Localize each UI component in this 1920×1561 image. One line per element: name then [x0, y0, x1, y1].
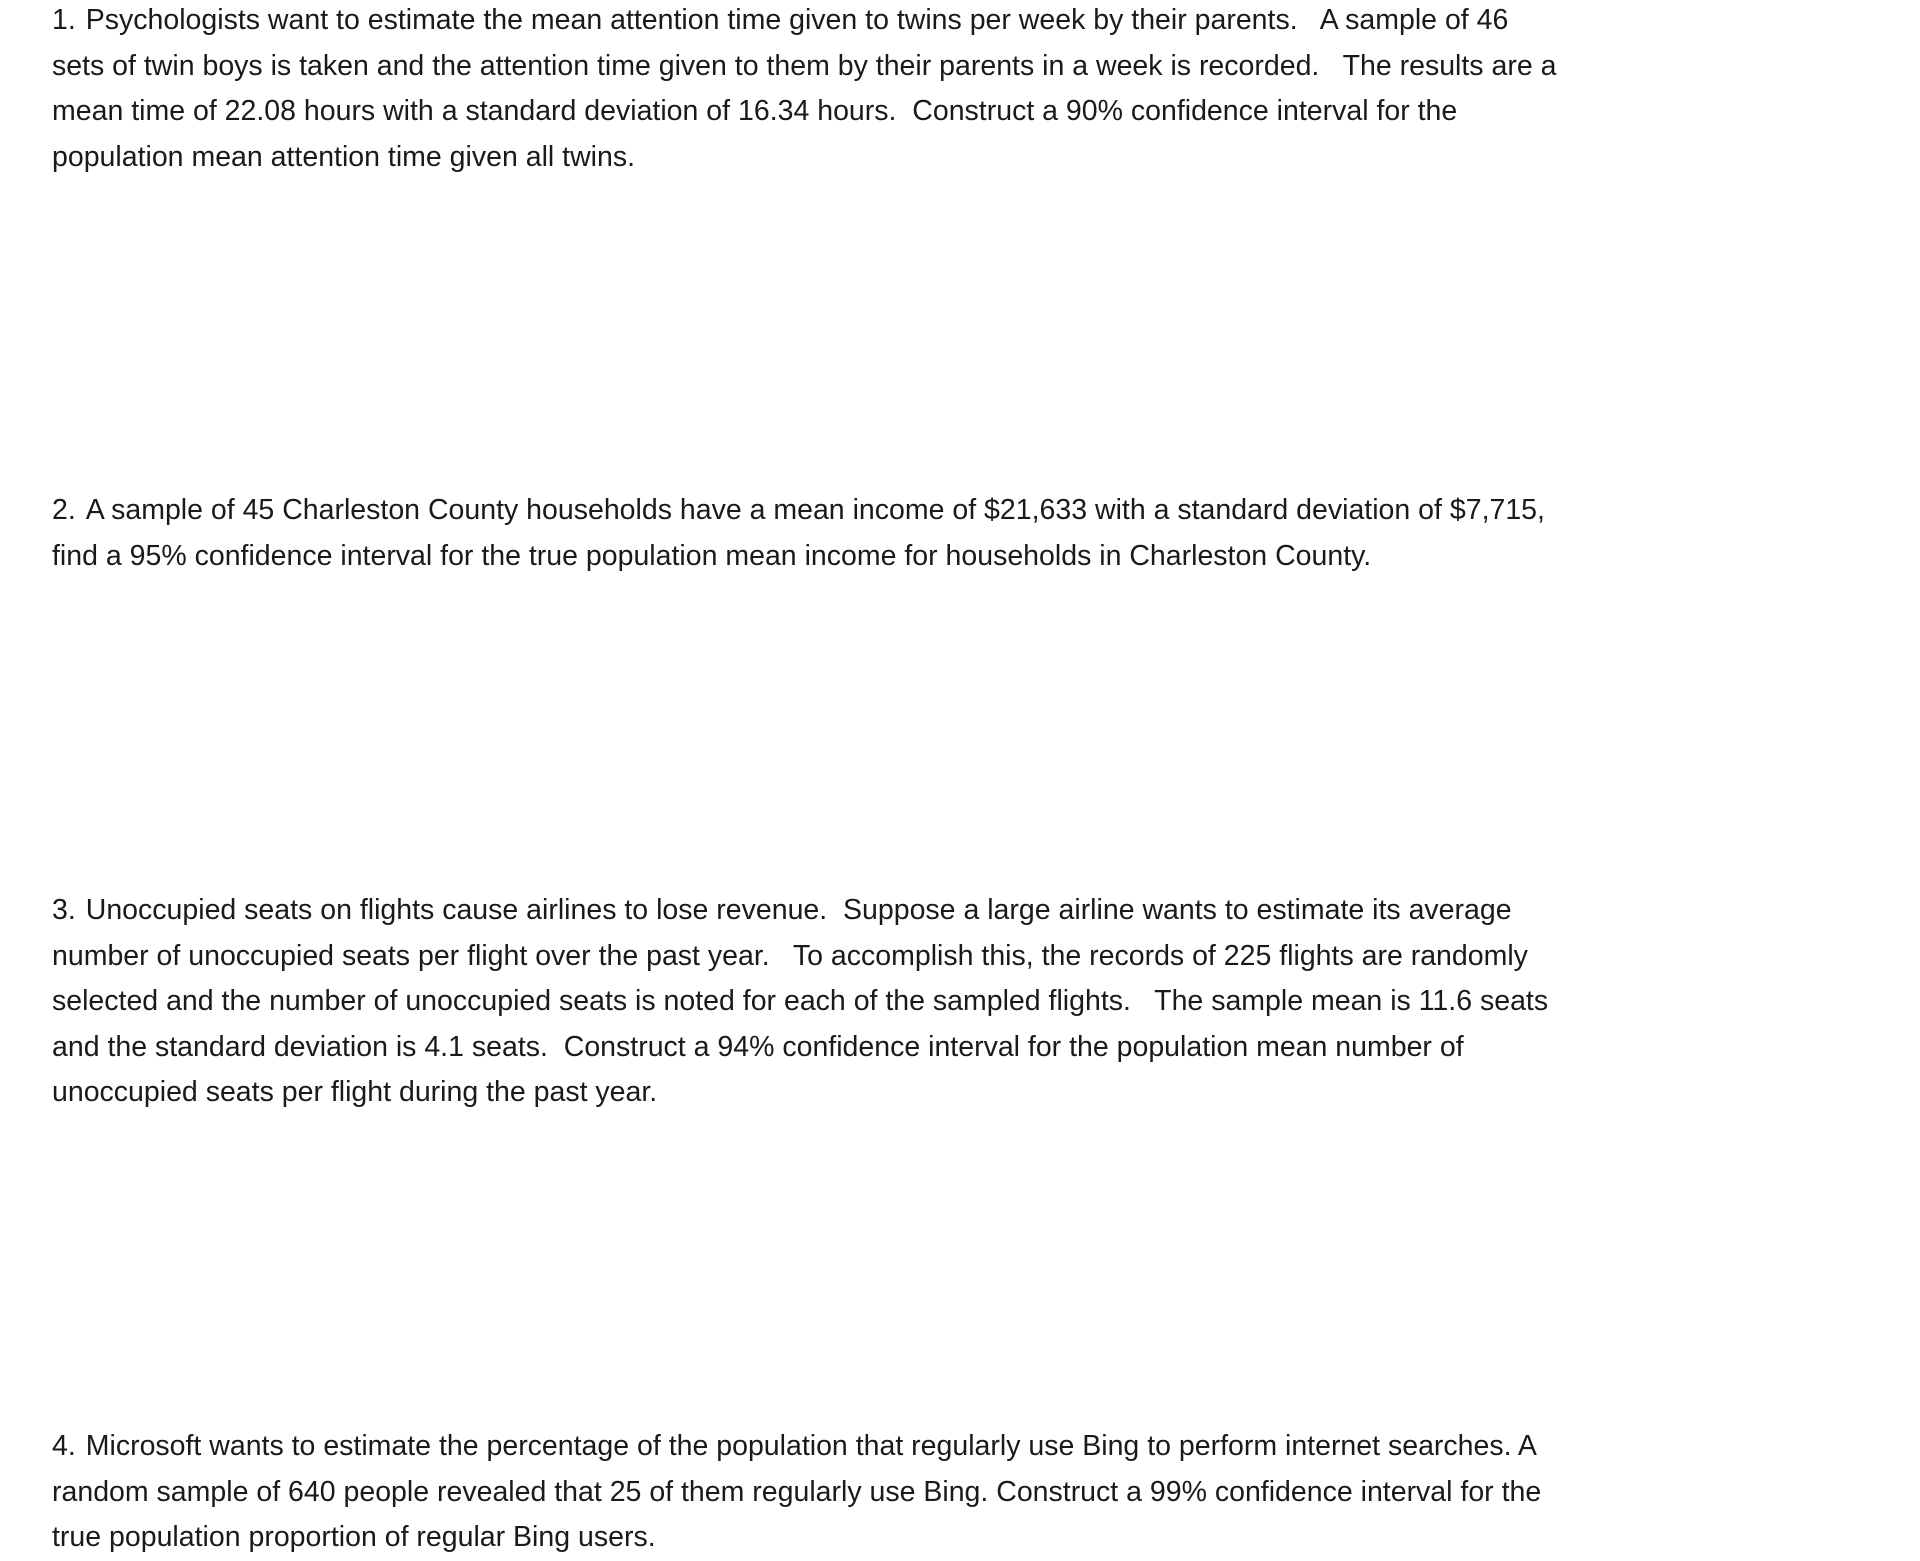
problem-2-line-2: find a 95% confidence interval for the true population mean income for households in Charleston County. [52, 539, 1372, 572]
problem-4-line-1 [52, 1424, 1772, 1470]
problem-1 [52, 0, 1772, 180]
problem-3-line-1 [52, 888, 1772, 934]
problem-1-line-4: population mean attention time given all twins. [52, 140, 636, 173]
problem-1-line-1-text: Psychologists want to estimate the mean attention time given to twins per week by their parents. A sample of 46 [85, 4, 1509, 36]
problem-2-line-1 [52, 488, 1772, 534]
problem-4-line-3: true population proportion of regular Bing users. [52, 1521, 656, 1553]
problem-3-line-4: and the standard deviation is 4.1 seats. Construct a 94% confidence interval for the population mean number of [52, 1030, 1464, 1063]
problem-2 [52, 488, 1772, 579]
problem-3-line-5: unoccupied seats per flight during the past year. [52, 1076, 658, 1108]
problem-2-number: 2. [52, 494, 76, 526]
problem-2-line-1-text: A sample of 45 Charleston County households have a mean income of $21,633 with a standard deviation of $7,715, [85, 494, 1545, 526]
problem-3-line-1-text: Unoccupied seats on flights cause airlines to lose revenue. Suppose a large airline wants to estimate its average [85, 894, 1512, 926]
problem-3-line-2: number of unoccupied seats per flight over the past year. To accomplish this, the records of 225 flights are randomly [52, 939, 1528, 972]
problem-4 [52, 1424, 1772, 1561]
problem-4-number: 4. [52, 1430, 76, 1462]
problem-1-line-3: mean time of 22.08 hours with a standard deviation of 16.34 hours. Construct a 90% confidence interval for the [52, 95, 1458, 127]
problem-4-line-1-text: Microsoft wants to estimate the percentage of the population that regularly use Bing to perform internet searches. A [85, 1430, 1537, 1462]
problem-3 [52, 888, 1772, 1116]
problem-3-line-3: selected and the number of unoccupied seats is noted for each of the sampled flights. The sample mean is 11.6 seats [52, 985, 1549, 1017]
problem-4-line-2: random sample of 640 people revealed that 25 of them regularly use Bing. Construct a 99% confidence interval for the [52, 1475, 1542, 1508]
problem-3-number: 3. [52, 894, 76, 926]
problem-1-line-2: sets of twin boys is taken and the attention time given to them by their parents in a week is recorded. The results are a [52, 49, 1557, 82]
problem-1-line-1 [52, 0, 1772, 44]
problem-1-number: 1. [52, 4, 76, 36]
